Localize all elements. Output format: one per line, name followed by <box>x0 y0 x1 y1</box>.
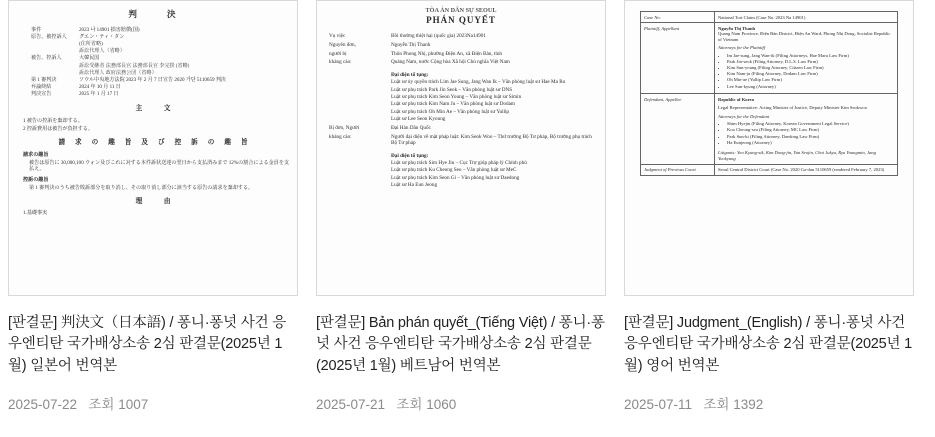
list-item: • Lee Sun-kyung (Attorney) <box>727 84 894 89</box>
field-line: Quảng Nam, nước Cộng hòa Xã hội Chủ nghĩa Việt Nam <box>391 59 510 66</box>
meta-value: 2023 나 14901 損害賠償(国) <box>79 26 140 33</box>
value-line: Seoul Central District Court (Case No. 2020 Ga-dan 5110659 (rendered February 7, 2023) <box>718 167 885 172</box>
document-title[interactable]: [판결문] Judgment_(English) / 퐁니·퐁넛 사건 응우엔티탄 국가배상소송 2심 판결문(2025년 1월) 영어 번역본 <box>624 315 913 374</box>
value-subheading: Attorneys for the Defendant <box>718 113 770 119</box>
row-label: Plaintiff, Appellant <box>641 23 715 94</box>
row-value <box>715 164 898 175</box>
table-row <box>641 94 898 164</box>
value-line: Republic of Korea <box>718 96 754 102</box>
field-line: Luật sư Lee Seon Kyoung <box>391 116 446 123</box>
table-row <box>17 33 289 40</box>
table-row <box>325 68 597 123</box>
views-label: 조회 <box>88 397 115 413</box>
field-line: Luật sư phụ trách Sim Hye Jin – Cục Trợ giúp pháp lý Chính phủ <box>391 159 527 166</box>
row-label: Judgment of Previous Court <box>641 164 715 175</box>
section-heading-main: 主 文 <box>135 104 181 112</box>
case-meta-table <box>17 26 289 98</box>
list-item: • Kim Nam-ju (Filing Attorney, Dodam Law Firm) <box>727 71 894 76</box>
table-row <box>325 149 597 190</box>
value-footnote: Litigants: Yoo Kyung-sik, Kim Dong-jin, Yun Seojin, Choi Jukyu, Ryu Youngmin, Jang Yookyung <box>718 150 876 161</box>
field-line: Đại Hàn Dân Quốc <box>391 124 431 131</box>
meta-value: 大韓民国 <box>79 55 100 62</box>
meta-value: 2025 年 1 月 17 日 <box>79 91 119 98</box>
subsection-heading: 控訴の趣旨 <box>23 176 49 183</box>
row-label: Defendant, Appellee <box>641 94 715 164</box>
document-title[interactable]: [판결문] Bản phán quyết_(Tiếng Việt) / 퐁니·퐁넛 사건 응우엔티탄 국가배상소송 2심 판결문(2025년 1월) 베트남어 번역본 <box>316 315 605 374</box>
field-label: Nguyên đơn, <box>329 41 356 48</box>
views-count: 1060 <box>426 397 457 413</box>
field-line: Bồi thường thiệt hại (quốc gia) 2023Na14901 <box>391 32 486 39</box>
row-label: Case No. <box>641 12 715 23</box>
table-row <box>17 48 289 55</box>
list-item: • Park Jin-seok (Filing Attorney, D.L.S. Law Firm) <box>727 59 894 64</box>
field-line: Nguyễn Thị Thanh <box>391 41 431 48</box>
value-line: Nguyễn Thị Thanh <box>718 25 756 31</box>
meta-key: 原告、被控訴人 <box>31 33 67 40</box>
list-item: • Shim Hyejin (Filing Attorney, Korean Government Legal Service) <box>727 121 894 126</box>
post-date: 2025-07-21 <box>316 397 386 413</box>
field-label: kháng cáo: <box>329 133 352 140</box>
value-line: Quang Nam Province, Điện Bàn District, Điện An Ward, Phong Nhị Dong, Socialist Republic of Vietnam <box>718 31 891 42</box>
list-item: • Koo Cheong-seo (Filing Attorney, MC Law Firm) <box>727 127 894 132</box>
body-line: 第 1 審判決のうち被告敗訴部分を取り消し、その取り消し部分に該当する原告の請求を棄却する。 <box>29 184 254 191</box>
table-row <box>641 12 898 23</box>
field-line: Luật sư phụ trách Park Jin Seok – Văn phòng luật sư DNS <box>391 86 513 93</box>
body-line: 被告は原告に 30,000,100 ウォン及びこれに対する本件訴状送達の翌日から支払済みまで 12%の割合による金員を支払え。 <box>29 159 290 172</box>
document-card[interactable] <box>624 0 914 437</box>
list-item: • Kim Sun-young (Filing Attorney, Citizen Law Firm) <box>727 65 894 70</box>
meta-key <box>17 62 79 69</box>
table-row <box>17 84 289 91</box>
field-label <box>325 68 391 123</box>
views-count: 1007 <box>118 397 149 413</box>
meta-value: グエン・ティ・タン <box>79 33 125 40</box>
field-label: người bị <box>329 50 347 57</box>
body-line: 1.基礎事実 <box>23 210 48 217</box>
table-row <box>17 26 289 33</box>
row-value <box>715 12 898 23</box>
subsection-heading: 請求の趣旨 <box>23 151 49 158</box>
meta-value: 2024 年 10 月 11 日 <box>79 84 121 91</box>
vietnamese-judgment-preview <box>325 7 597 189</box>
views-label: 조회 <box>703 397 730 413</box>
views-label: 조회 <box>396 397 423 413</box>
document-card[interactable] <box>316 0 606 437</box>
post-date: 2025-07-22 <box>8 397 78 413</box>
english-judgment-preview <box>633 11 905 176</box>
row-value <box>715 23 898 94</box>
field-label: Vụ việc <box>329 32 346 39</box>
field-value <box>391 51 597 58</box>
meta-value: (住所省略) <box>79 40 103 47</box>
meta-key: 事件 <box>31 26 42 33</box>
table-row <box>325 59 597 66</box>
list-item: • Ha Eunjeong (Attorney) <box>727 140 894 145</box>
document-card[interactable] <box>8 0 298 437</box>
body-line: 1 被告の控訴を棄却する。 <box>23 117 83 124</box>
section-heading-claims: 請求の趣旨及び控訴の趣旨 <box>58 138 258 146</box>
case-info-table <box>640 11 898 176</box>
meta-key <box>17 40 79 47</box>
field-line: Người đại diện về mặt pháp luật: Kim Seok Woo – Thứ trưởng Bộ Tư pháp, Bộ trưởng phụ trách Bộ Tư pháp <box>391 133 592 146</box>
field-value <box>391 134 597 147</box>
table-row <box>17 62 289 69</box>
table-row <box>641 23 898 94</box>
field-value <box>391 149 597 190</box>
court-name: TÒA ÁN DÂN SỰ SEOUL <box>425 7 497 14</box>
meta-value: 訴訟受継者 法務部長官 法務部長官 李完揆 (省略) <box>79 62 190 69</box>
document-meta <box>624 393 914 413</box>
table-row <box>325 51 597 58</box>
post-date: 2025-07-11 <box>624 397 693 413</box>
field-line: Luật sư ủy quyền trách Lim Jae Sung, Jang Wan Ik – Văn phòng luật sư Hae Ma Ru <box>391 79 566 86</box>
attorney-list <box>718 53 894 89</box>
document-thumbnail-english[interactable] <box>624 0 914 296</box>
meta-key: 弁論終結 <box>31 84 52 91</box>
table-row <box>325 134 597 147</box>
field-value <box>391 125 597 132</box>
table-row <box>325 33 597 40</box>
value-subheading: Attorneys for the Plaintiff <box>718 45 766 51</box>
meta-value: ソウル中央地方法院 2023 年 2 月 7 日宣告 2020 가단 5110659 判決 <box>79 76 227 83</box>
table-row <box>17 55 289 62</box>
body-line: 2 控訴費用は被告が負担する。 <box>23 125 94 132</box>
field-line: Luật sư phụ trách Kim Seon Young – Văn phòng luật sư Simin <box>391 94 522 101</box>
table-row <box>641 164 898 175</box>
table-row <box>325 125 597 132</box>
doc-title: PHÁN QUYẾT <box>426 15 496 26</box>
field-line: Thôn Phong Nhị, phường Điện An, xã Điện Bàn, tỉnh <box>391 50 503 57</box>
field-value <box>391 68 597 123</box>
value-line: National Tort Claim (Case No. 2023 Na 14901) <box>718 14 806 20</box>
field-line: Đại diện tố tụng: <box>391 72 429 79</box>
document-title[interactable]: [판결문] 判決文（日本語) / 퐁니·퐁넛 사건 응우엔티탄 국가배상소송 2심 판결문(2025년 1월) 일본어 번역본 <box>8 315 287 374</box>
meta-value: 訴訟代理人（省略） <box>79 48 125 55</box>
value-line: Legal Representative: Acting Minister of Justice, Deputy Minister Kim Seokwoo <box>718 105 868 111</box>
field-value <box>391 33 597 40</box>
table-row <box>17 76 289 83</box>
field-line: Đại diện tố tụng: <box>391 152 429 159</box>
table-row <box>17 91 289 98</box>
table-row <box>17 69 289 76</box>
doc-title: 判 決 <box>128 9 190 19</box>
table-row <box>17 40 289 47</box>
meta-key: 判決宣告 <box>31 91 52 98</box>
list-item: • Park Sun-ki (Filing Attorney, Daedong Law Firm) <box>727 134 894 139</box>
list-item: • Im Jae-sung, Jang Wan-ik (Filing Attorneys, Hae Maru Law Firm) <box>727 53 894 58</box>
attorney-list <box>718 121 894 145</box>
meta-key: 被告、控訴人 <box>31 55 62 62</box>
row-value <box>715 94 898 164</box>
meta-key <box>17 48 79 55</box>
section-heading-reasons: 理 由 <box>135 197 181 205</box>
field-label <box>325 149 391 190</box>
field-line: Luật sư phụ trách Ku Cheong Seo – Văn phòng luật sư MeC <box>391 167 517 174</box>
table-row <box>325 42 597 49</box>
views-count: 1392 <box>733 397 764 413</box>
meta-key: 第 1 審判決 <box>31 76 57 83</box>
field-line: Luật sư phụ trách Kim Seon Gi – Văn phòng luật sư Daedong <box>391 174 520 181</box>
field-line: Luật sư phụ trách Kim Nam Ju – Văn phòng luật sư Dodam <box>391 101 515 108</box>
field-line: Luật sư phụ trách Oh Min Ae – Văn phòng luật sư Yullip <box>391 108 510 115</box>
document-meta <box>316 393 606 413</box>
field-label: kháng cáo: <box>329 59 352 66</box>
field-value <box>391 42 597 49</box>
meta-key <box>17 69 79 76</box>
list-item: • Oh Min-ae (Yullip Law Firm) <box>727 77 894 82</box>
field-line: Luật sư Ha Eun Jeong <box>391 181 438 188</box>
field-label: Bị đơn, Người <box>329 124 360 131</box>
document-thumbnail-japanese[interactable] <box>8 0 298 296</box>
meta-value: 訴訟代理人 政府法務公団（省略） <box>79 69 157 76</box>
field-value <box>391 59 597 66</box>
document-thumbnail-vietnamese[interactable] <box>316 0 606 296</box>
document-meta <box>8 393 298 413</box>
japanese-judgment-preview <box>17 9 289 216</box>
